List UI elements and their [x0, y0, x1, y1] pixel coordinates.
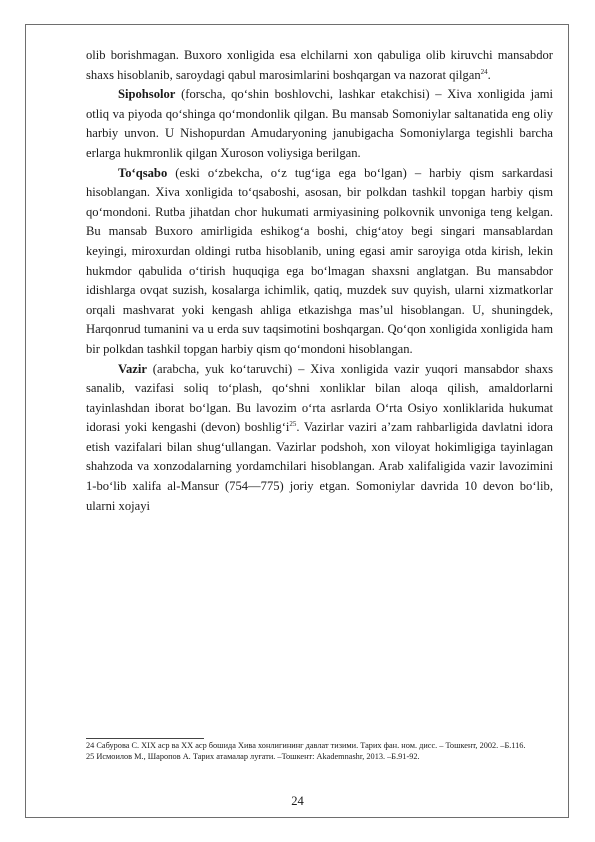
- footnote-ref-25[interactable]: 25: [289, 420, 297, 429]
- paragraph-sipohsolor: [86, 85, 553, 163]
- footnote-separator: [86, 738, 204, 739]
- paragraph-text: olib borishmagan. Buxoro xonligida esa elchilarni xon qabuliga olib kiruvchi mansabdor shaxs hisoblanib, saroydagi qabul marosimlarini boshqargan va nazorat qilgan: [86, 48, 553, 82]
- term-heading: Vazir: [118, 361, 147, 376]
- page-number: 24: [291, 794, 304, 808]
- paragraph-text: (eski o‘zbekcha, o‘z tug‘iga ega bo‘lgan) – harbiy qism sarkardasi hisoblangan. Xiva xonligida to‘qsaboshi, asosan, bir polkdan tashkil topgan harbiy qism qo‘mondoni. Rutba jihatdan chor hukumati armiyasining polkovnik unvoniga teng kelgan. Bu mansab Buxoro amirligida eshikog‘a boshi, chig‘atoy begi singari mansablardan keyingi, miroxurdan oldingi rutba hisoblanib, uning egasi amir saroyiga otda kirish, lekin hukmdor qabulida o‘tirish huquqiga ega bo‘lmagan shaxsni anglatgan. Bu mansabdor idishlarga ovqat suzish, kosalarga ichimlik, qatiq, muzdek suv quyish, ularni xizmatkorlar orqali mashvarat yoki kengash ahliga etkazishga mas’ul hisoblangan. U, shuningdek, Harqonrud tumanini va u erda suv taqsimotini boshqargan. Qo‘qon xonligida xonligida ham bir polkdan tashkil topgan harbiy qism qo‘mondoni hisoblangan.: [86, 165, 553, 356]
- paragraph-text: (arabcha, yuk ko‘taruvchi) – Xiva xonligida vazir yuqori mansabdor shaxs sanalib, vazifasi soliq to‘plash, qo‘shni xonliklar bilan aloqa qilish, amaldorlarni tayinlashdan iborat bo‘lgan. Bu lavozim o‘rta asrlarda O‘rta Osiyo xonliklarida hukumat idorasi yoki kengashi (devon) boshlig‘i: [86, 361, 553, 435]
- paragraph-1: [86, 46, 553, 85]
- main-text: [86, 46, 553, 516]
- paragraph-text: (forscha, qo‘shin boshlovchi, lashkar etakchisi) – Xiva xonligida jami otliq va piyoda qo‘shinga qo‘mondonlik qilgan. Bu mansab Somoniylar saltanatida eng oliy harbiy unvon. U Nishopurdan Amudaryoning janubigacha Somoniylarga tegishli barcha erlarga hukmronlik qilgan Xuroson voliysiga berilgan.: [86, 87, 553, 160]
- footnotes: [86, 740, 556, 763]
- term-heading: To‘qsabo: [118, 165, 168, 180]
- term-heading: Sipohsolor: [118, 87, 176, 102]
- paragraph-vazir: [86, 360, 553, 517]
- footnote-24: 24 Сабурова С. XIX аср ва XX аср бошида Хива хонлигининг давлат тизими. Тарих фан. ном. дисс. – Тошкент, 2002. –Б.116.: [86, 741, 526, 750]
- paragraph-toqsabo: [86, 164, 553, 360]
- footnote-25: 25 Исмоилов М., Шаропов А. Тарих атамалар луғати. –Тошкент: Akademnashr, 2013. –Б.91-92.: [86, 752, 420, 762]
- footnote-ref-24[interactable]: 24: [480, 67, 488, 76]
- paragraph-tail: . Vazirlar vaziri a’zam rahbarligida davlatni idora etish vazifalari bilan shug‘ullangan. Vazirlar podshoh, xon viloyat hokimligiga tayinlagan shahzoda va xonzodalarning yordamchilari hisoblangan. Arab xalifaligida vazir lavozimini 1-bo‘lib xalifa al-Mansur (754—775) joriy etgan. Somoniylar davrida 10 devon bo‘lib, ularni xojayi: [86, 420, 553, 513]
- paragraph-tail: .: [487, 67, 491, 82]
